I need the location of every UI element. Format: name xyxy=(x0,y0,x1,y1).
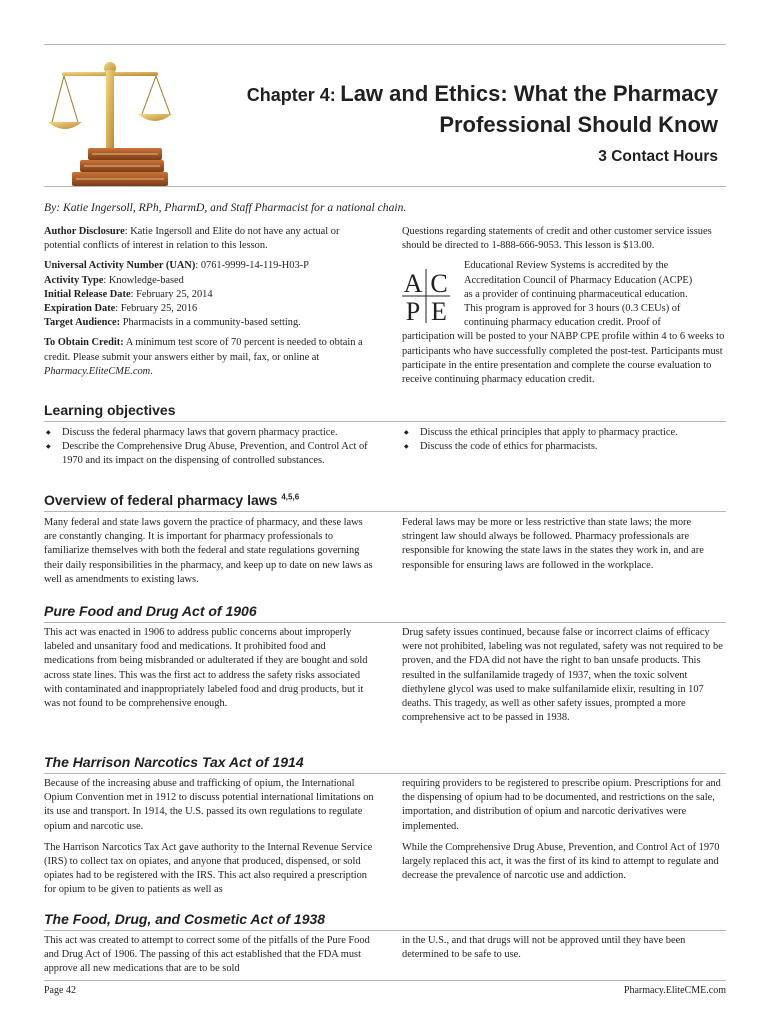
obtain-credit: To Obtain Credit: A minimum test score of 70 percent is needed to obtain a credit. Please submit your answers either by mail, fax, or online at Pharmacy.EliteCME.com. xyxy=(44,337,363,377)
overview-heading: Overview of federal pharmacy laws $^{4,5,6}$ xyxy=(44,492,300,508)
activity-type: Activity Type: Knowledge-based xyxy=(44,274,184,286)
acpe-lines: Educational Review Systems is accredited by the Accreditation Council of Pharmacy Education (ACPE) as a provider of continuing pharmaceutical education. This program is approved for 3 hours (0.3 CEUs) of continuing pharmacy education credit. Proof of xyxy=(464,260,693,329)
harrison-rule xyxy=(44,773,726,774)
author-disclosure: Author Disclosure: Katie Ingersoll and Elite do not have any actual or potential conflicts of interest in relation to this lesson. xyxy=(44,226,340,252)
header-rule xyxy=(44,186,726,187)
title-line-1: Law and Ethics: What the Pharmacy xyxy=(340,81,718,106)
list-item: ◆ Discuss the federal pharmacy laws that govern pharmacy practice. xyxy=(44,426,374,440)
top-rule xyxy=(44,44,726,45)
scales-of-justice-illustration xyxy=(44,50,176,188)
pure-food-right: Drug safety issues continued, because false or incorrect claims of efficacy were not prohibited, labeling was not regulated, safety was not required to be proven, and the FDA did not have the right to ban unsafe products. This resulted in the sulfanilamide tragedy of 1937, when the toxic solvent diethylene glycol was used to make sulfanilamide elixir, resulting in 107 deaths. This tragedy, as well as other safety issues, prompted a more comprehensive act to be passed in 1938. xyxy=(402,627,723,724)
release-date: Initial Release Date: February 25, 2014 xyxy=(44,288,213,300)
acpe-logo xyxy=(400,267,452,325)
acpe-letter: A xyxy=(403,269,423,299)
learning-right-list xyxy=(402,426,726,454)
page-number: Page 42 xyxy=(44,985,76,996)
scales-icon xyxy=(44,50,176,188)
harrison-right: requiring providers to be registered to prescribe opium. Prescriptions for and the dispensing of opium had to be documented, and restrictions on the sale, importation, and distribution of opium and narcotic derivatives were implemented. While the Comprehensive Drug Abuse, Prevention, and Control Act of 1970 largely replaced this act, it was the first of its kind to attempt to regulate and decrease the prevalence of narcotic use and addiction. xyxy=(402,778,721,882)
target-audience: Target Audience: Pharmacists in a community-based setting. xyxy=(44,317,301,329)
fdc-right: in the U.S., and that drugs will not be approved until they have been determined to be safe to use. xyxy=(402,935,686,961)
acpe-rest: participation will be posted to your NABP CPE profile within 4 to 6 weeks to participants who have successfully completed the post-test. Participants must participate in the entire presentation and complete the course evaluation to receive continuing pharmacy education credit. xyxy=(402,331,725,386)
footer-rule xyxy=(44,980,726,981)
learning-rule xyxy=(44,421,726,422)
pure-food-heading: Pure Food and Drug Act of 1906 xyxy=(44,603,257,619)
learning-heading: Learning objectives xyxy=(44,402,176,418)
footer-site: Pharmacy.EliteCME.com xyxy=(623,985,726,996)
harrison-left: Because of the increasing abuse and trafficking of opium, the International Opium Convention met in 1912 to discuss potential international limitations on its use and transport. In 1914, the U.S. passed its own regulations to regulate opium and narcotic use. The Harrison Narcotics Tax Act gave authority to the Internal Revenue Service (IRS) to collect tax on opiates, and anyone that produced, dispensed, or sold opiates had to be registered with the IRS. This act also required a prescription for opium to be given to patients as well as xyxy=(44,778,374,896)
chapter-label: Chapter 4: xyxy=(246,85,336,105)
uan: Universal Activity Number (UAN): 0761-9999-14-119-H03-P xyxy=(44,260,309,272)
contact-hours: 3 Contact Hours xyxy=(598,148,718,165)
acpe-letter: P xyxy=(405,297,421,326)
acpe-letter: C xyxy=(430,269,448,299)
byline: By: Katie Ingersoll, RPh, PharmD, and Staff Pharmacist for a national chain. xyxy=(44,201,407,214)
learning-left-list xyxy=(44,426,374,469)
acpe-block xyxy=(402,259,726,387)
pure-food-rule xyxy=(44,622,726,623)
title-line-2: Professional Should Know xyxy=(439,112,718,137)
list-item: ◆ Describe the Comprehensive Drug Abuse, Prevention, and Control Act of 1970 and its impact on the dispensing of controlled substances. xyxy=(44,440,374,468)
expiration-date: Expiration Date: February 25, 2016 xyxy=(44,303,198,315)
right-meta xyxy=(402,225,726,387)
list-item: ◆ Discuss the ethical principles that apply to pharmacy practice. xyxy=(402,426,726,440)
pure-food-left: This act was enacted in 1906 to address public concerns about improperly labeled and unsanitary food and medications. It prohibited food and medications from being misbranded or adulterated if they are bought and sold across state lines. This was the first act to address the safety risks associated with contaminated and inappropriately labeled food and drug products, but it was not found to be comprehensive enough. xyxy=(44,627,368,710)
overview-heading-sup: 4,5,6 xyxy=(281,492,300,502)
credit-link[interactable]: Pharmacy.EliteCME.com xyxy=(44,365,151,377)
fdc-heading: The Food, Drug, and Cosmetic Act of 1938 xyxy=(44,911,326,927)
questions-text: Questions regarding statements of credit and other customer service issues should be directed to 1-888-666-9053. This lesson is $13.00. xyxy=(402,226,712,252)
overview-left: Many federal and state laws govern the practice of pharmacy, and these laws are constantly changing. It is important for pharmacy professionals to familiarize themselves with both the federal and state regulations governing their daily responsibilities in the pharmacy, and keep up to date on new laws as well as amendments to existing laws. xyxy=(44,517,373,585)
overview-rule xyxy=(44,511,726,512)
left-meta xyxy=(44,225,374,379)
fdc-rule xyxy=(44,930,726,931)
acpe-logo-icon xyxy=(400,267,452,325)
fdc-left: This act was created to attempt to correct some of the pitfalls of the Pure Food and Drug Act of 1906. The passing of this act established that the FDA must approve all new medications that are to be sold xyxy=(44,935,370,975)
acpe-letter: E xyxy=(431,297,447,326)
list-item: ◆ Discuss the code of ethics for pharmacists. xyxy=(402,440,726,454)
harrison-heading: The Harrison Narcotics Tax Act of 1914 xyxy=(44,754,304,770)
overview-right: Federal laws may be more or less restrictive than state laws; the more stringent law should always be followed. Pharmacy professionals are responsible for knowing the state laws in the states they work in, and are responsible for ensuring laws are followed in the workplace. xyxy=(402,517,704,571)
chapter-title xyxy=(200,80,718,142)
